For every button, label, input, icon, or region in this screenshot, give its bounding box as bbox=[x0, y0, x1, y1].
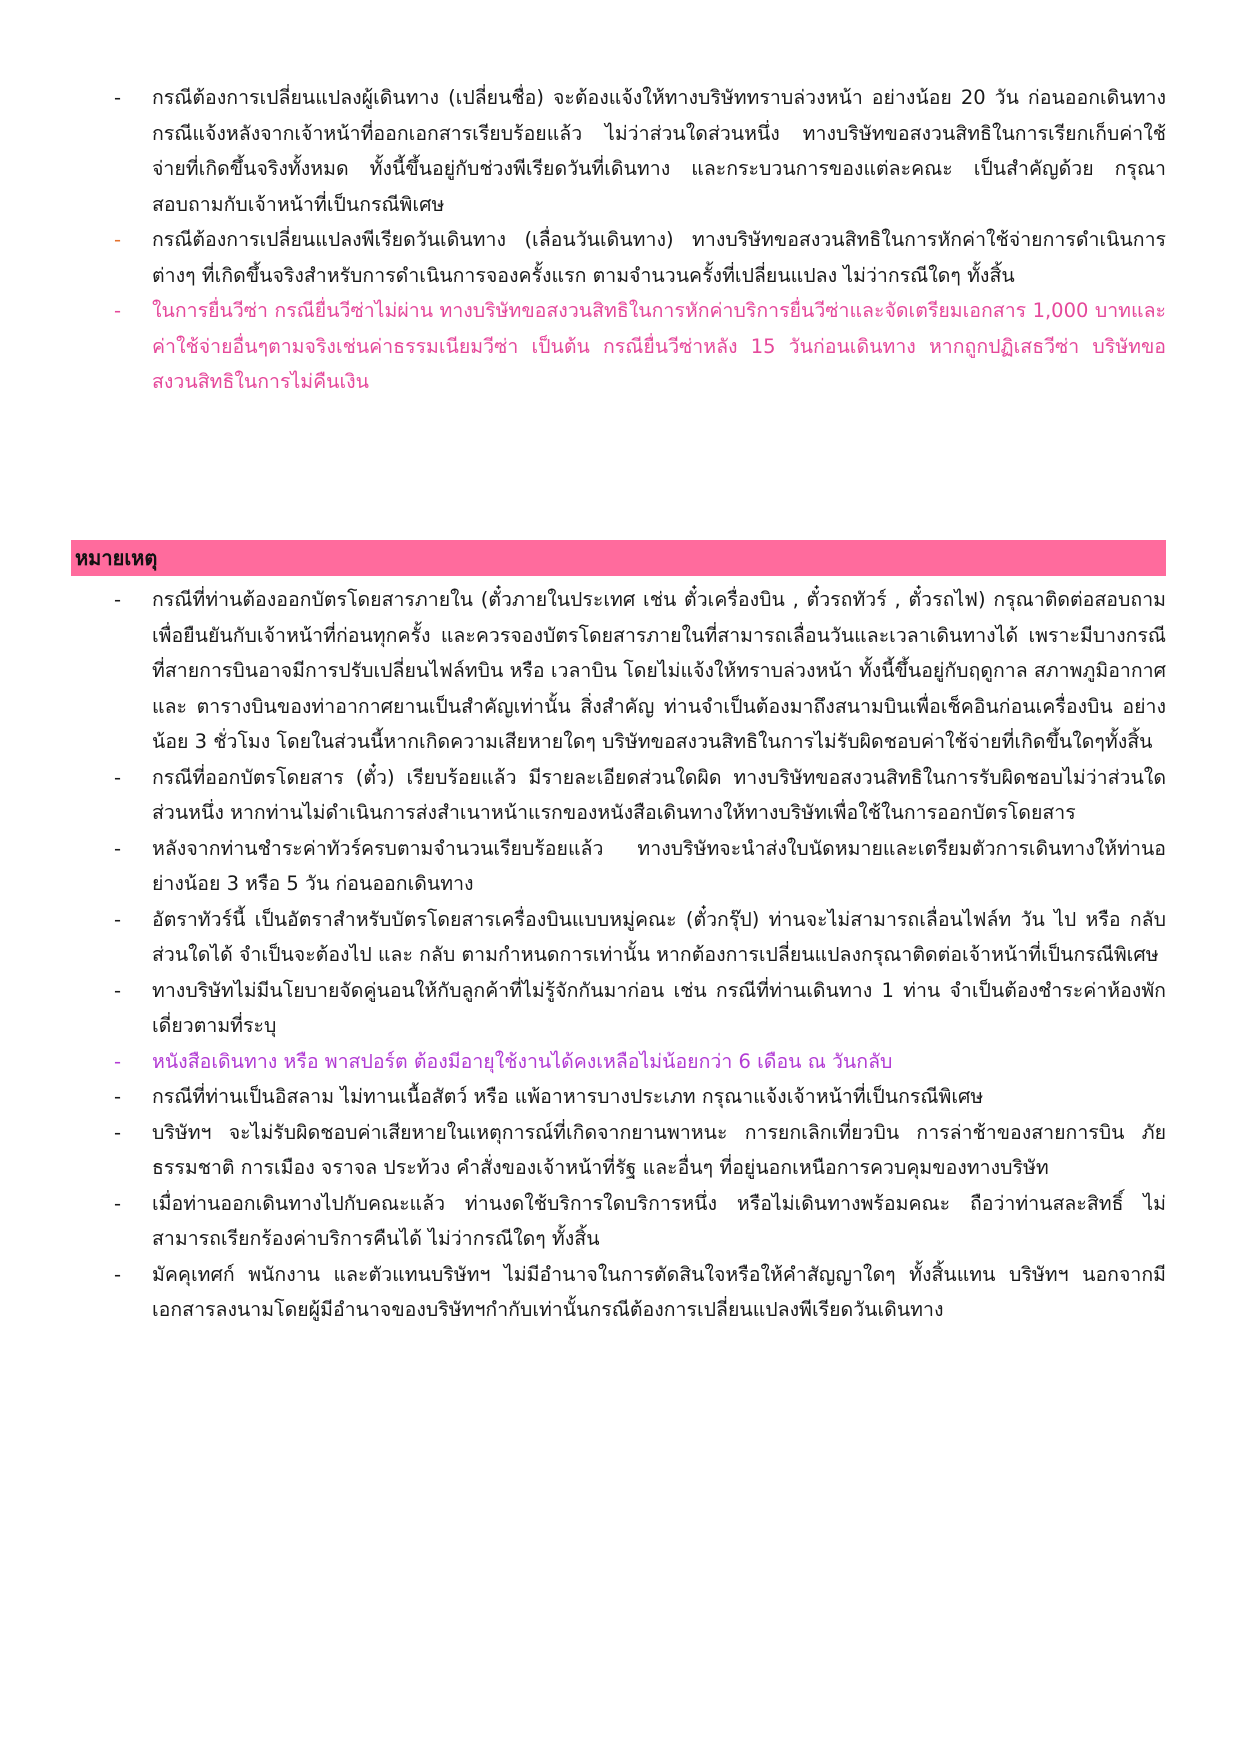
note-heading: หมายเหตุ bbox=[71, 540, 1166, 576]
list-item bbox=[100, 80, 1166, 222]
list-item-text: อัตราทัวร์นี้ เป็นอัตราสำหรับบัตรโดยสารเครื่องบินแบบหมู่คณะ (ตั๋วกรุ๊ป) ท่านจะไม่สามารถเลื่อนไฟล์ท วัน ไป หรือ กลับส่วนใดได้ จำเป็นจะต้องไป และ กลับ ตามกำหนดการเท่านั้น หากต้องการเปลี่ยนแปลงกรุณาติดต่อเจ้าหน้าที่เป็นกรณีพิเศษ bbox=[152, 907, 1166, 966]
bullet-dash: - bbox=[114, 765, 122, 789]
bullet-dash: - bbox=[114, 1085, 122, 1108]
list-item-text: ในการยื่นวีซ่า กรณียื่นวีซ่าไม่ผ่าน ทางบริษัทขอสงวนสิทธิในการหักค่าบริการยื่นวีซ่าและจัดเตรียมเอกสาร 1,000 บาทและค่าใช้จ่ายอื่นๆตามจริงเช่นค่าธรรมเนียมวีซ่า เป็นต้น กรณียื่นวีซ่าหลัง 15 วันก่อนเดินทาง หากถูกปฏิเสธวีซ่า บริษัทขอสงวนสิทธิในการไม่คืนเงิน bbox=[152, 299, 1166, 393]
list-item bbox=[100, 582, 1166, 760]
list-item bbox=[100, 1044, 1166, 1080]
list-item-text: ทางบริษัทไม่มีนโยบายจัดคู่นอนให้กับลูกค้าที่ไม่รู้จักกันมาก่อน เช่น กรณีที่ท่านเดินทาง 1 ท่าน จำเป็นต้องชำระค่าห้องพักเดี่ยวตามที่ระบุ bbox=[152, 978, 1166, 1037]
list-item bbox=[100, 760, 1166, 831]
list-item-text: กรณีที่ท่านต้องออกบัตรโดยสารภายใน (ตั๋วภายในประเทศ เช่น ตั๋วเครื่องบิน , ตั๋วรถทัวร์ , ตั๋วรถไฟ) กรุณาติดต่อสอบถามเพื่อยืนยันกับเจ้าหน้าที่ก่อนทุกครั้ง และควรจองบัตรโดยสารภายในที่สามารถเลื่อนวันและเวลาเดินทางได้ เพราะมีบางกรณีที่สายการบินอาจมีการปรับเปลี่ยนไฟล์ทบิน หรือ เวลาบิน โดยไม่แจ้งให้ทราบล่วงหน้า ทั้งนี้ขึ้นอยู่กับฤดูกาล สภาพภูมิอากาศ และ ตารางบินของท่าอากาศยานเป็นสำคัญเท่านั้น สิ่งสำคัญ ท่านจำเป็นต้องมาถึงสนามบินเพื่อเช็คอินก่อนเครื่องบิน อย่างน้อย 3 ชั่วโมง โดยในส่วนนี้หากเกิดความเสียหายใดๆ บริษัทขอสงวนสิทธิในการไม่รับผิดชอบค่าใช้จ่ายที่เกิดขึ้นใดๆทั้งสิ้น bbox=[152, 588, 1166, 753]
list-item bbox=[100, 1115, 1166, 1186]
list-item-text: บริษัทฯ จะไม่รับผิดชอบค่าเสียหายในเหตุการณ์ที่เกิดจากยานพาหนะ การยกเลิกเที่ยวบิน การล่าช้าของสายการบิน ภัยธรรมชาติ การเมือง จราจล ประท้วง คำสั่งของเจ้าหน้าที่รัฐ และอื่นๆ ที่อยู่นอกเหนือการควบคุมของทางบริษัท bbox=[152, 1120, 1166, 1179]
list-item bbox=[100, 902, 1166, 973]
bullet-dash: - bbox=[114, 1262, 122, 1286]
list-item-text: มัคคุเทศก์ พนักงาน และตัวแทนบริษัทฯ ไม่มีอำนาจในการตัดสินใจหรือให้คำสัญญาใดๆ ทั้งสิ้นแทน บริษัทฯ นอกจากมีเอกสารลงนามโดยผู้มีอำนาจของบริษัทฯกำกับเท่านั้นกรณีต้องการเปลี่ยนแปลงพีเรียดวันเดินทาง bbox=[152, 1262, 1166, 1321]
bullet-dash: - bbox=[114, 1191, 122, 1215]
list-item bbox=[100, 1079, 1166, 1115]
list-item bbox=[100, 1186, 1166, 1257]
list-item-text: กรณีต้องการเปลี่ยนแปลงผู้เดินทาง (เปลี่ยนชื่อ) จะต้องแจ้งให้ทางบริษัททราบล่วงหน้า อย่างน้อย 20 วัน ก่อนออกเดินทาง กรณีแจ้งหลังจากเจ้าหน้าที่ออกเอกสารเรียบร้อยแล้ว ไม่ว่าส่วนใดส่วนหนึ่ง ทางบริษัทขอสงวนสิทธิในการเรียกเก็บค่าใช้จ่ายที่เกิดขึ้นจริงทั้งหมด ทั้งนี้ขึ้นอยู่กับช่วงพีเรียดวันที่เดินทาง และกระบวนการของแต่ละคณะ เป็นสำคัญด้วย กรุณาสอบถามกับเจ้าหน้าที่เป็นกรณีพิเศษ bbox=[152, 86, 1166, 216]
list-item bbox=[100, 831, 1166, 902]
list-item-text: กรณีต้องการเปลี่ยนแปลงพีเรียดวันเดินทาง (เลื่อนวันเดินทาง) ทางบริษัทขอสงวนสิทธิในการหักค่าใช้จ่ายการดำเนินการต่างๆ ที่เกิดขึ้นจริงสำหรับการดำเนินการจองครั้งแรก ตามจำนวนครั้งที่เปลี่ยนแปลง ไม่ว่ากรณีใดๆ ทั้งสิ้น bbox=[152, 228, 1166, 287]
bullet-dash: - bbox=[114, 228, 122, 251]
list-item bbox=[100, 1257, 1166, 1328]
bullet-dash: - bbox=[114, 299, 122, 322]
bullet-dash: - bbox=[114, 86, 122, 109]
bullet-dash: - bbox=[114, 1049, 122, 1073]
list-item-text: เมื่อท่านออกเดินทางไปกับคณะแล้ว ท่านงดใช้บริการใดบริการหนึ่ง หรือไม่เดินทางพร้อมคณะ ถือว่าท่านสละสิทธิ์ ไม่สามารถเรียกร้องค่าบริการคืนได้ ไม่ว่ากรณีใดๆ ทั้งสิ้น bbox=[152, 1191, 1166, 1250]
list-item bbox=[100, 973, 1166, 1044]
bullet-dash: - bbox=[114, 588, 122, 611]
list-item-text: หลังจากท่านชำระค่าทัวร์ครบตามจำนวนเรียบร้อยแล้ว ทางบริษัทจะนำส่งใบนัดหมายและเตรียมตัวการเดินทางให้ท่านอย่างน้อย 3 หรือ 5 วัน ก่อนออกเดินทาง bbox=[152, 836, 1166, 895]
list-item bbox=[100, 222, 1166, 293]
bullet-dash: - bbox=[114, 1120, 122, 1144]
terms-list bbox=[100, 80, 1166, 400]
bullet-dash: - bbox=[114, 978, 122, 1002]
notes-list bbox=[100, 582, 1166, 1328]
list-item-text: กรณีที่ท่านเป็นอิสลาม ไม่ทานเนื้อสัตว์ หรือ แพ้อาหารบางประเภท กรุณาแจ้งเจ้าหน้าที่เป็นกรณีพิเศษ bbox=[152, 1085, 984, 1108]
bullet-dash: - bbox=[114, 907, 122, 931]
bullet-dash: - bbox=[114, 836, 122, 860]
list-item-text: หนังสือเดินทาง หรือ พาสปอร์ต ต้องมีอายุใช้งานได้คงเหลือไม่น้อยกว่า 6 เดือน ณ วันกลับ bbox=[152, 1049, 893, 1073]
list-item-text: กรณีที่ออกบัตรโดยสาร (ตั๋ว) เรียบร้อยแล้ว มีรายละเอียดส่วนใดผิด ทางบริษัทขอสงวนสิทธิในการรับผิดชอบไม่ว่าส่วนใดส่วนหนึ่ง หากท่านไม่ดำเนินการส่งสำเนาหน้าแรกของหนังสือเดินทางให้ทางบริษัทเพื่อใช้ในการออกบัตรโดยสาร bbox=[152, 765, 1166, 824]
list-item bbox=[100, 293, 1166, 400]
